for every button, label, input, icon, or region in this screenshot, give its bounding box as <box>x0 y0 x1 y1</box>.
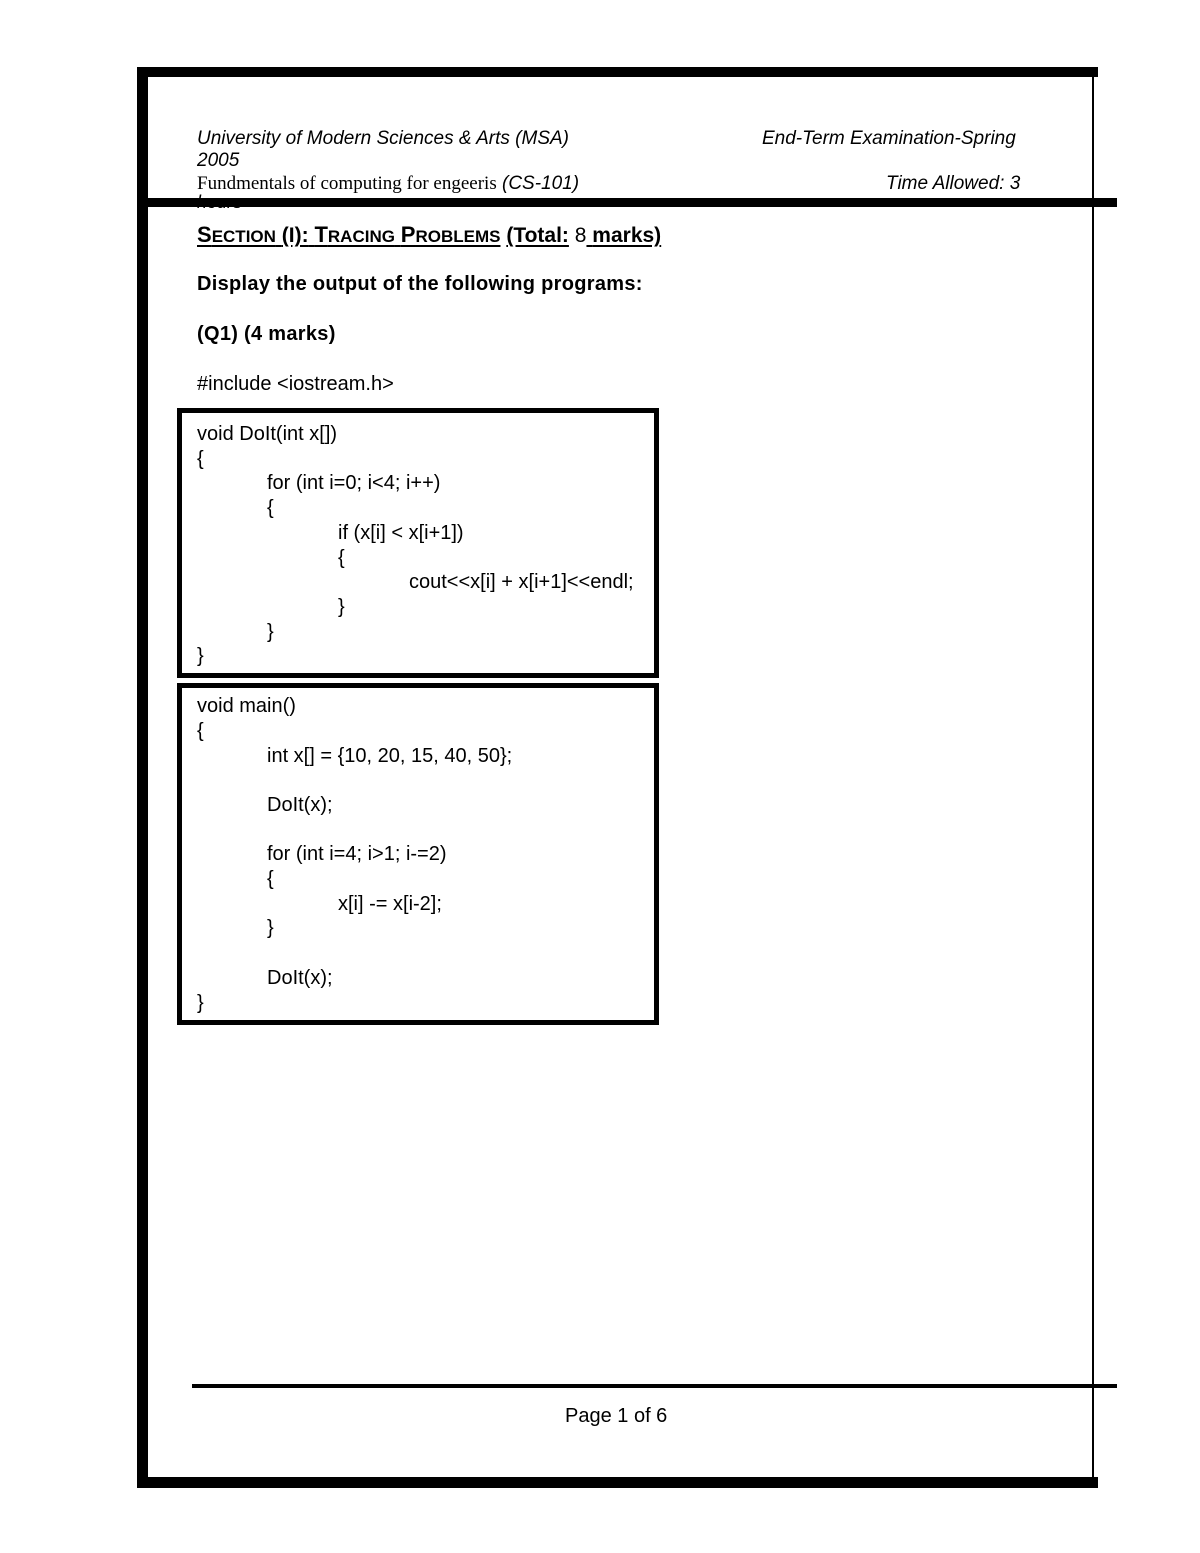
code-line: void DoIt(int x[]) <box>197 423 338 445</box>
include-line: #include <iostream.h> <box>197 373 394 395</box>
code-line: { <box>267 497 274 519</box>
code-line: { <box>338 547 345 569</box>
code-line: x[i] -= x[i-2]; <box>338 893 442 915</box>
code-line: { <box>197 448 204 470</box>
code-line: if (x[i] < x[i+1]) <box>338 522 464 544</box>
code-line: } <box>338 596 345 618</box>
code-line: } <box>267 621 274 643</box>
frame-right-border <box>1092 67 1094 1488</box>
code-line: DoIt(x); <box>267 967 333 989</box>
code-line: { <box>197 720 204 742</box>
code-line: { <box>267 868 274 890</box>
header-course-code: (CS-101) <box>502 173 580 194</box>
frame-left-border <box>137 67 148 1488</box>
code-line: } <box>197 992 204 1014</box>
header-course-name: Fundmentals of computing for engeeris <box>197 173 497 194</box>
header-university: University of Modern Sciences & Arts (MSA) <box>197 128 570 149</box>
code-line: for (int i=0; i<4; i++) <box>267 472 441 494</box>
instruction-text: Display the output of the following programs: <box>197 273 643 295</box>
footer-divider <box>192 1384 1117 1388</box>
header-exam-title: End-Term Examination-Spring <box>762 128 1016 149</box>
code-line: int x[] = {10, 20, 15, 40, 50}; <box>267 745 513 767</box>
header-divider <box>137 198 1117 207</box>
code-line: } <box>197 645 204 667</box>
frame-bottom-border <box>137 1477 1098 1488</box>
question-label: (Q1) (4 marks) <box>197 323 336 345</box>
page-number: Page 1 of 6 <box>565 1405 668 1427</box>
code-line: void main() <box>197 695 296 717</box>
code-line: } <box>267 917 274 939</box>
code-line: cout<<x[i] + x[i+1]<<endl; <box>409 571 634 593</box>
code-line: DoIt(x); <box>267 794 333 816</box>
header-time-allowed: Time Allowed: 3 <box>886 173 1021 194</box>
header-year: 2005 <box>197 150 240 171</box>
code-line: for (int i=4; i>1; i-=2) <box>267 843 447 865</box>
frame-top-border <box>137 67 1098 77</box>
section-title: SECTION (I): TRACING PROBLEMS (Total: 8 marks) <box>197 222 662 247</box>
header-course <box>197 173 579 195</box>
